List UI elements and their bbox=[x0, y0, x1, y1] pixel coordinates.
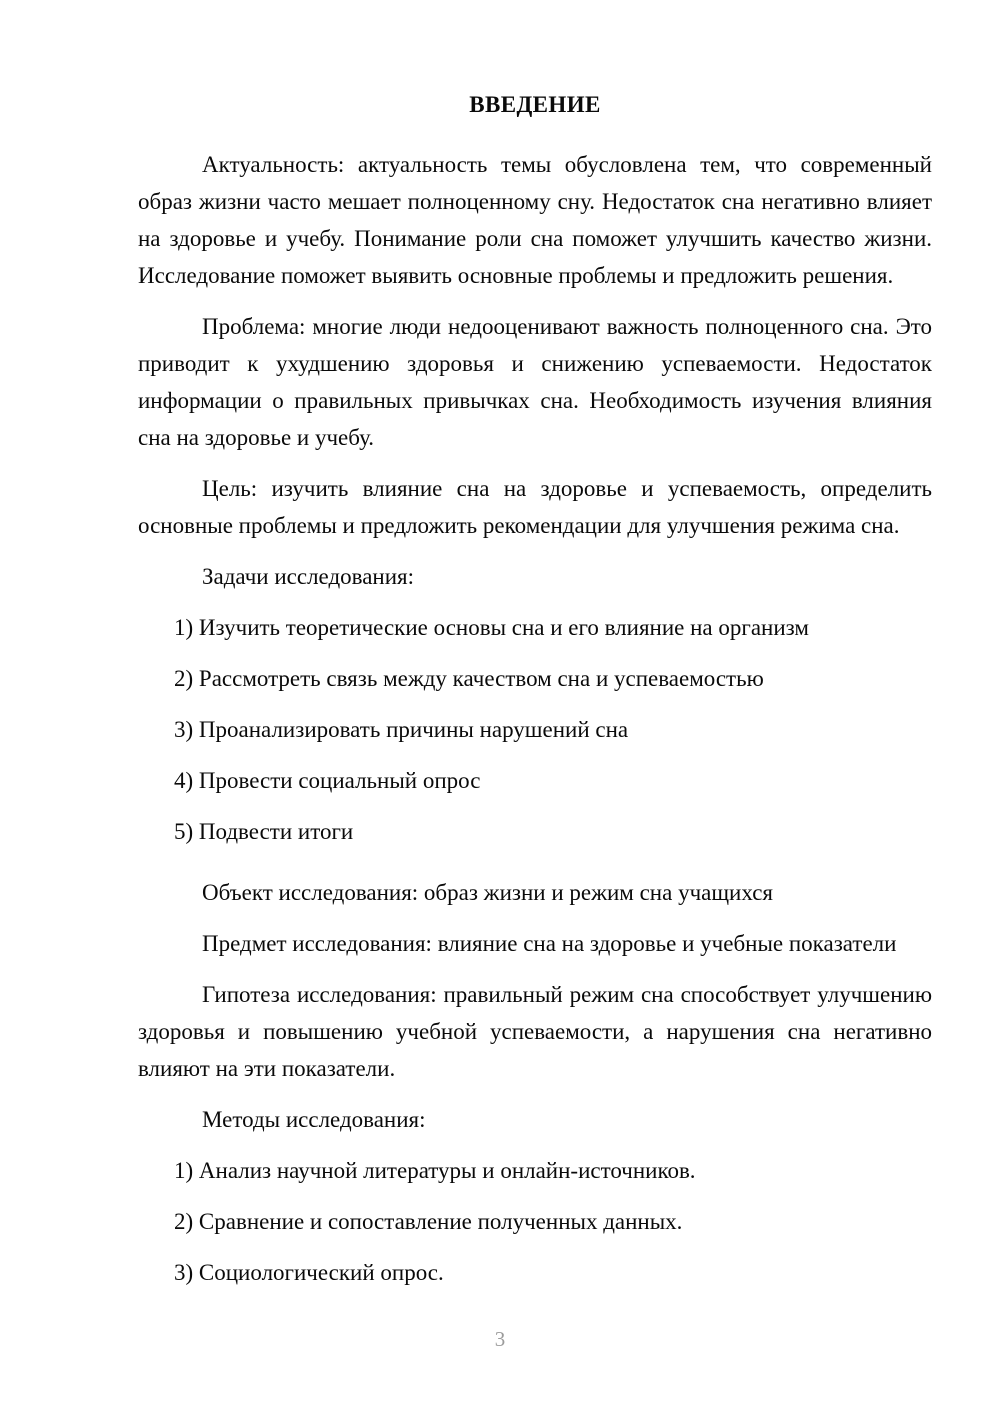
paragraph-subject: Предмет исследования: влияние сна на здоровье и учебные показатели bbox=[202, 930, 897, 956]
list-item: 4) Провести социальный опрос bbox=[174, 767, 481, 793]
methods-heading: Методы исследования: bbox=[202, 1106, 426, 1132]
paragraph-hypothesis: Гипотеза исследования: правильный режим сна способствует улучшению здоровья и повышению учебной успеваемости, а нарушения сна негативно влияют на эти показатели. bbox=[138, 981, 932, 1081]
list-item: 5) Подвести итоги bbox=[174, 818, 354, 844]
methods-list bbox=[138, 1152, 932, 1291]
list-item: 2) Сравнение и сопоставление полученных данных. bbox=[174, 1208, 683, 1234]
list-item: 2) Рассмотреть связь между качеством сна и успеваемостью bbox=[174, 665, 764, 691]
tasks-heading: Задачи исследования: bbox=[202, 563, 415, 589]
list-item: 3) Социологический опрос. bbox=[174, 1259, 444, 1285]
tasks-list bbox=[138, 609, 932, 850]
spacer bbox=[138, 864, 932, 874]
list-item: 1) Анализ научной литературы и онлайн-источников. bbox=[174, 1157, 696, 1183]
list-item: 1) Изучить теоретические основы сна и его влияние на организм bbox=[174, 614, 809, 640]
list-item: 3) Проанализировать причины нарушений сна bbox=[174, 716, 629, 742]
document-body bbox=[138, 88, 932, 1305]
page-title: ВВЕДЕНИЕ bbox=[469, 92, 601, 117]
paragraph-relevance: Актуальность: актуальность темы обусловлена тем, что современный образ жизни часто мешает полноценному сну. Недостаток сна негативно влияет на здоровье и учебу. Понимание роли сна поможет улучшить качество жизни. Исследование поможет выявить основные проблемы и предложить решения. bbox=[138, 151, 932, 288]
paragraph-object: Объект исследования: образ жизни и режим сна учащихся bbox=[202, 879, 773, 905]
paragraph-goal: Цель: изучить влияние сна на здоровье и успеваемость, определить основные проблемы и предложить рекомендации для улучшения режима сна. bbox=[138, 475, 932, 538]
paragraph-problem: Проблема: многие люди недооценивают важность полноценного сна. Это приводит к ухудшению здоровья и снижению успеваемости. Недостаток информации о правильных привычках сна. Необходимость изучения влияния сна на здоровье и учебу. bbox=[138, 313, 932, 450]
page-number: 3 bbox=[494, 1327, 506, 1351]
